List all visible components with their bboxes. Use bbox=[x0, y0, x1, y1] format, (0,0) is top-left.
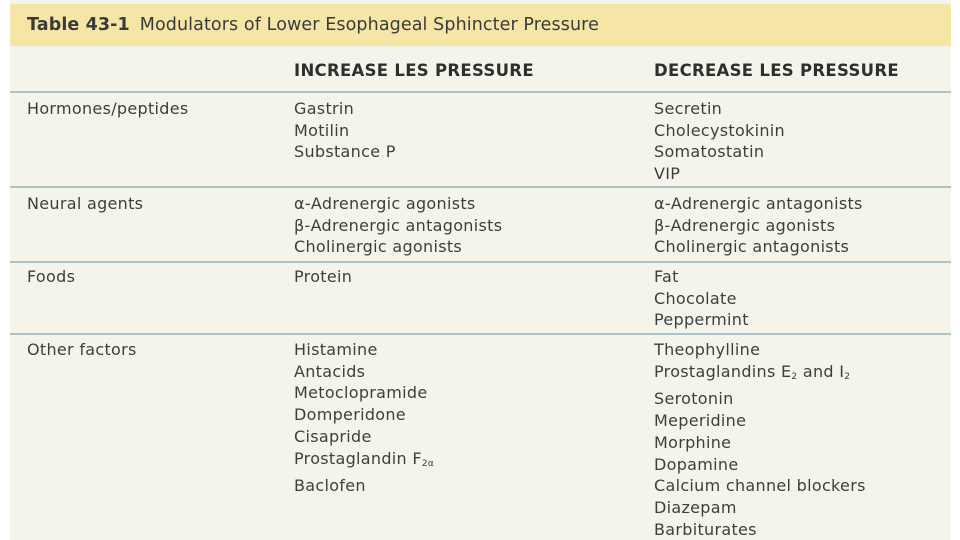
table-title-text: Modulators of Lower Esophageal Sphincter Pressure bbox=[139, 15, 599, 35]
list-item: Cisapride bbox=[294, 426, 372, 446]
list-decrease-other bbox=[654, 339, 866, 540]
list-item: β-Adrenergic agonists bbox=[654, 215, 836, 235]
list-item: α-Adrenergic agonists bbox=[294, 194, 476, 213]
list-decrease-hormones bbox=[654, 98, 785, 185]
list-item: Morphine bbox=[654, 432, 732, 452]
header-increase: INCREASE LES PRESSURE bbox=[294, 61, 534, 80]
list-item: Motilin bbox=[294, 120, 350, 140]
list-increase-hormones bbox=[294, 98, 396, 163]
divider bbox=[10, 91, 951, 93]
list-item: VIP bbox=[654, 164, 681, 184]
list-item: Histamine bbox=[294, 340, 378, 359]
category-foods: Foods bbox=[27, 267, 76, 286]
item-text: Prostaglandins E bbox=[654, 361, 792, 381]
list-increase-other bbox=[294, 339, 434, 497]
subscript: 2α bbox=[421, 458, 435, 469]
list-increase-neural bbox=[294, 193, 502, 258]
list-decrease-foods bbox=[654, 266, 749, 331]
divider bbox=[10, 261, 951, 263]
divider bbox=[10, 186, 951, 188]
table bbox=[10, 0, 951, 540]
list-item: Somatostatin bbox=[654, 142, 765, 162]
item-text: Prostaglandin F bbox=[294, 448, 422, 468]
list-item: Cholecystokinin bbox=[654, 120, 785, 140]
list-item: Secretin bbox=[654, 99, 723, 118]
table-number: Table 43-1 bbox=[27, 15, 130, 35]
list-item: Dopamine bbox=[654, 454, 739, 474]
list-item: Theophylline bbox=[654, 340, 761, 359]
list-item bbox=[294, 448, 434, 476]
list-item: Chocolate bbox=[654, 288, 737, 308]
list-item: Barbiturates bbox=[654, 519, 757, 539]
list-item: Diazepam bbox=[654, 497, 737, 517]
table-title bbox=[27, 15, 599, 35]
list-item: Cholinergic agonists bbox=[294, 237, 463, 257]
list-increase-foods bbox=[294, 266, 352, 288]
list-item: Metoclopramide bbox=[294, 383, 428, 403]
list-item: Antacids bbox=[294, 361, 366, 381]
list-item: Peppermint bbox=[654, 310, 749, 330]
list-item: Domperidone bbox=[294, 405, 406, 425]
item-text: and I bbox=[797, 361, 845, 381]
list-item: α-Adrenergic antagonists bbox=[654, 194, 863, 213]
list-item: Baclofen bbox=[294, 476, 366, 496]
list-item: Calcium channel blockers bbox=[654, 476, 866, 496]
list-item bbox=[654, 361, 866, 389]
list-item: Fat bbox=[654, 267, 679, 286]
category-other: Other factors bbox=[27, 340, 137, 359]
list-item: Meperidine bbox=[654, 411, 747, 431]
list-item: β-Adrenergic antagonists bbox=[294, 215, 503, 235]
category-hormones: Hormones/peptides bbox=[27, 99, 189, 118]
list-item: Substance P bbox=[294, 142, 396, 162]
category-neural: Neural agents bbox=[27, 194, 144, 213]
subscript: 2 bbox=[791, 371, 798, 382]
header-decrease: DECREASE LES PRESSURE bbox=[654, 61, 899, 80]
list-item: Protein bbox=[294, 267, 353, 286]
list-item: Gastrin bbox=[294, 99, 355, 118]
subscript: 2 bbox=[844, 371, 851, 382]
list-item: Cholinergic antagonists bbox=[654, 237, 850, 257]
divider bbox=[10, 333, 951, 335]
list-decrease-neural bbox=[654, 193, 863, 258]
list-item: Serotonin bbox=[654, 389, 734, 409]
table-title-bar bbox=[10, 4, 951, 46]
